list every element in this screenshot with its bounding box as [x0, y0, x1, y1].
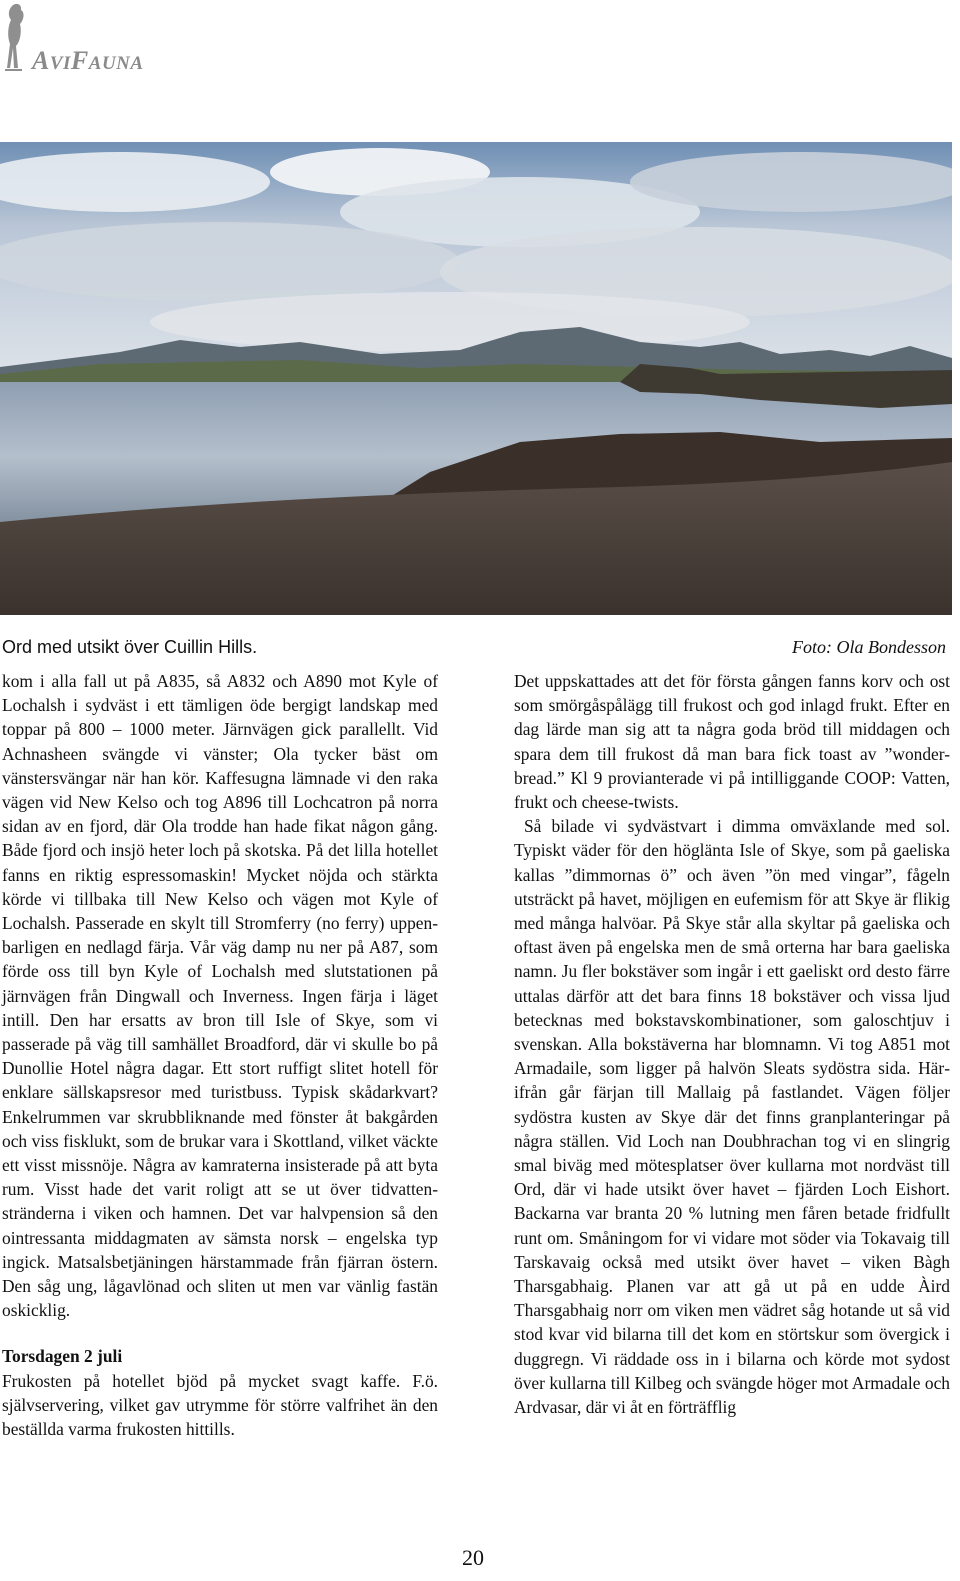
bird-figure-logo-icon: [2, 2, 32, 74]
section-heading: Torsdagen 2 juli: [2, 1346, 123, 1367]
landscape-photo: [0, 142, 952, 615]
left-text-column: [2, 669, 438, 1441]
photo-credit: Foto: Ola Bondesson: [792, 637, 946, 657]
body-paragraph: kom i alla fall ut på A835, så A832 och A890 mot Kyle of Lochalsh i sydväst i ett tämligen öde bergigt landskap med toppar på 800 – 1000 meter. Järnvägen gick parallellt. Vid Achnasheen svängde vi vänster; Ola tycker bäst om vänstersvängar när han kör. Kaffesugna lämnade vi den raka vägen vid New Kelso och tog A896 till Lochcatron på norra sidan av en fjord, där Ola trodde han hade fikat någon gång. Både fjord och insjö heter loch på skotska. På det lilla hotellet fanns en riktig espressomaskin! Mycket nöjda och stärkta körde vi tillbaka till New Kelso och vägen mot Kyle of Lochalsh. Passerade en skylt till Stromferry (no ferry) uppenbarligen en nedlagd färja. Vår väg damp nu ner på A87, som förde oss till byn Kyle of Lochalsh med slutstationen på järnvägen från Dingwall och Inverness. Ingen färja i läget intill. Den har ersatts av bron till Isle of Skye, som vi passerade på väg till samhället Broadford, där vi skulle bo på Dunollie Hotel några dagar. Ett stort ruffigt slitet hotell för enklare sällskapsresor med turistbuss. Typisk skådarkvart? Enkelrummen var skrubbliknande med fönster åt bakgården och viss fisklukt, som de brukar vara i Skottland, vilket väckte ett visst missnöje. Några av kamraterna insisterade på att byta rum. Visst hade det varit roligt att se ut över tidvattenstränderna i viken och hamnen. Det var halvpension så den ointressanta middagmaten av sämsta norsk – engelska typ ingick. Matsalsbetjäningen härstammade från fjärran östern. Den såg ung, lågavlönad och sliten ut men var vänlig fastän oskicklig.: [2, 671, 438, 1321]
page-header: [2, 2, 302, 74]
body-paragraph: Frukosten på hotellet bjöd på mycket svagt kaffe. F.ö. självservering, vilket gav utrymme för större valfrihet än den beställda varma frukosten hittills.: [2, 1370, 438, 1440]
publication-logo: AVIFAUNA: [32, 46, 144, 75]
right-text-column: [514, 669, 950, 1419]
page-number: 20: [462, 1545, 484, 1570]
landscape-photo-icon: [0, 142, 952, 615]
body-paragraph: Det uppskattades att det för första gången fanns korv och ost som smörgåspålägg till frukost och god inlagd frukt. Efter en dag lärde man sig att ta några goda bröd till middagen och spara dem till frukost då man bara fick toast av ”wonder-bread.” Kl 9 provianterade vi på intilliggande COOP: Vatten, frukt och cheese-twists.: [514, 671, 950, 813]
body-paragraph: Så bilade vi sydvästvart i dimma omväxlande med sol. Typiskt väder för den högläntа Isle of Skye, som på gaeliska kallas ”dimmornas ö” och även ”ön med vingar”, fågeln utsträckt på havet, möjligen en eufemism för att Skye är flikig med många halvöar. På Skye står alla skyltar på gaeliska och oftast även på engelska men de små orterna har bara gaeliska namn. Ju fler bokstäver som ingår i ett gaeliskt ord desto färre uttalas därför att det bara finns 18 bokstäver och vissa ljud betecknas med bokstavskombinationer, som galoschtjuv i svenskan. Alla bokstäverna har blomnamn. Vi tog A851 mot Armadaile, som ligger på halvön Sleats sydöstra sida. Härifrån går färjan till Mallaig på fastlandet. Vägen följer sydöstra kusten av Skye där det finns granplanteringar på några ställen. Vid Loch nan Doubhrachan tog vi en slingrig smal biväg med mötesplatser över kullarna mot nordväst till Ord, där vi hade utsikt över havet – fjärden Loch Eishort. Backarna var branta 20 % lutning men fåren betade fridfullt runt om. Småningom for vi vidare mot söder via Tokavaig till Tarskavaig också med utsikt över havet – viken Bàgh Tharsgabhaig. Planen var att gå ut på en udde Àird Tharsgabhaig norr om viken men vädret såg hotande ut så vid stod kvar vid bilarna till det kom en störtskur som övergick i duggregn. Vi räddade oss in i bilarna och körde mot sydost över kullarna till Kilbeg och svängde höger mot Armadale och Ardvasar, där vi åt en förträfflig: [514, 816, 950, 1418]
photo-caption: Ord med utsikt över Cuillin Hills.: [2, 637, 258, 657]
